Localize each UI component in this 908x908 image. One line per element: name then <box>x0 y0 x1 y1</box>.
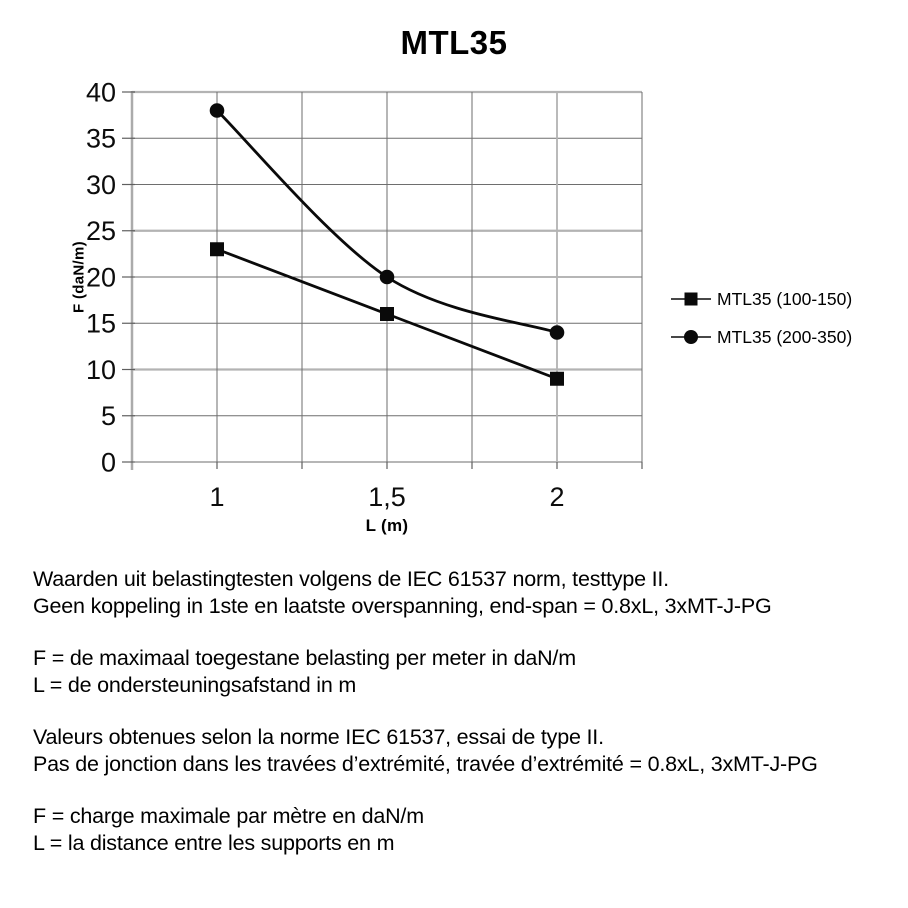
y-axis-title: F (daN/m) <box>70 241 88 313</box>
legend-label: MTL35 (100-150) <box>717 288 853 309</box>
y-tick-label: 40 <box>85 77 116 108</box>
legend-item-200-350 <box>671 318 852 356</box>
note-nl-test <box>33 566 903 620</box>
note-nl-definitions <box>33 645 903 699</box>
note-line: F = de maximaal toegestane belasting per meter in daN/m <box>33 646 576 670</box>
y-tick-label: 10 <box>85 354 116 385</box>
note-line: Valeurs obtenues selon la norme IEC 61537, essai de type II. <box>33 725 604 749</box>
note-line: L = de ondersteuningsafstand in m <box>33 673 357 697</box>
note-fr-definitions <box>33 803 903 857</box>
y-tick-label: 5 <box>100 401 116 432</box>
y-tick-label: 15 <box>85 308 116 339</box>
data-point-square <box>550 372 564 386</box>
note-line: Pas de jonction dans les travées d’extrémité, travée d’extrémité = 0.8xL, 3xMT-J-PG <box>33 752 818 776</box>
legend <box>671 280 852 356</box>
data-point-circle <box>210 103 225 118</box>
chart-title: MTL35 <box>400 24 508 61</box>
y-tick-label: 25 <box>85 216 116 247</box>
notes-block <box>33 566 903 882</box>
y-tick-label: 35 <box>85 123 116 154</box>
x-axis-title: L (m) <box>365 516 409 535</box>
data-point-square <box>210 242 224 256</box>
y-tick-label: 30 <box>85 169 116 200</box>
legend-label: MTL35 (200-350) <box>717 326 853 347</box>
x-tick-label: 1 <box>209 482 225 512</box>
note-line: L = la distance entre les supports en m <box>33 831 395 855</box>
data-point-circle <box>550 325 565 340</box>
x-tick-label: 2 <box>549 482 565 512</box>
square-series-marker-icon <box>671 290 711 308</box>
y-tick-label: 20 <box>85 262 116 293</box>
note-line: F = charge maximale par mètre en daN/m <box>33 804 424 828</box>
y-tick-label: 0 <box>100 447 116 478</box>
note-fr-test <box>33 724 903 778</box>
legend-item-100-150 <box>671 280 852 318</box>
circle-series-marker-icon <box>671 328 711 346</box>
note-line: Waarden uit belastingtesten volgens de IEC 61537 norm, testtype II. <box>33 567 669 591</box>
data-point-square <box>380 307 394 321</box>
data-point-circle <box>380 270 395 285</box>
note-line: Geen koppeling in 1ste en laatste overspanning, end-span = 0.8xL, 3xMT-J-PG <box>33 594 772 618</box>
x-tick-label: 1,5 <box>368 482 406 512</box>
